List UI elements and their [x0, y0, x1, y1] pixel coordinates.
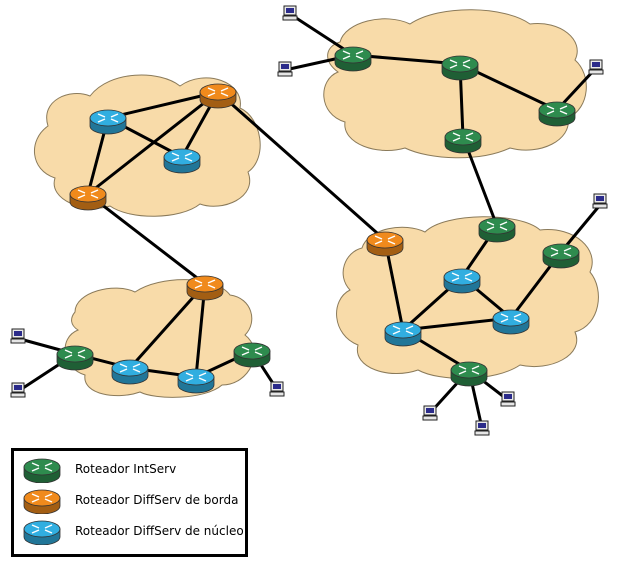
router-icon	[178, 369, 214, 393]
router-icon	[543, 244, 579, 268]
computer-icon	[283, 6, 297, 20]
router-icon	[24, 521, 60, 545]
legend-label: Roteador DiffServ de borda	[75, 493, 239, 507]
legend-item-edge	[20, 488, 248, 514]
legend-item-intserv	[20, 457, 248, 483]
legend	[11, 448, 248, 557]
router-icon	[20, 457, 64, 483]
router-icon	[444, 269, 480, 293]
router-icon	[112, 360, 148, 384]
router-icon	[70, 186, 106, 210]
router-icon	[200, 84, 236, 108]
router-icon	[479, 218, 515, 242]
router-icon	[24, 459, 60, 483]
computer-icon	[11, 329, 25, 343]
router-icon	[20, 519, 64, 545]
router-icon	[57, 346, 93, 370]
legend-item-core	[20, 519, 248, 545]
computer-icon	[589, 60, 603, 74]
legend-label: Roteador IntServ	[75, 462, 177, 476]
router-icon	[234, 343, 270, 367]
router-icon	[442, 56, 478, 80]
router-icon	[24, 490, 60, 514]
router-icon	[539, 102, 575, 126]
router-icon	[187, 276, 223, 300]
router-icon	[335, 47, 371, 71]
router-icon	[20, 488, 64, 514]
router-icon	[164, 149, 200, 173]
computer-icon	[423, 406, 437, 420]
computer-icon	[475, 421, 489, 435]
router-icon	[90, 110, 126, 134]
computer-icon	[270, 382, 284, 396]
router-icon	[445, 129, 481, 153]
router-icon	[385, 322, 421, 346]
computer-icon	[11, 383, 25, 397]
computer-icon	[278, 62, 292, 76]
router-icon	[367, 232, 403, 256]
computer-icon	[593, 194, 607, 208]
network-cloud	[65, 280, 254, 398]
computer-icon	[501, 392, 515, 406]
router-icon	[451, 362, 487, 386]
legend-label: Roteador DiffServ de núcleo	[75, 524, 244, 538]
router-icon	[493, 310, 529, 334]
